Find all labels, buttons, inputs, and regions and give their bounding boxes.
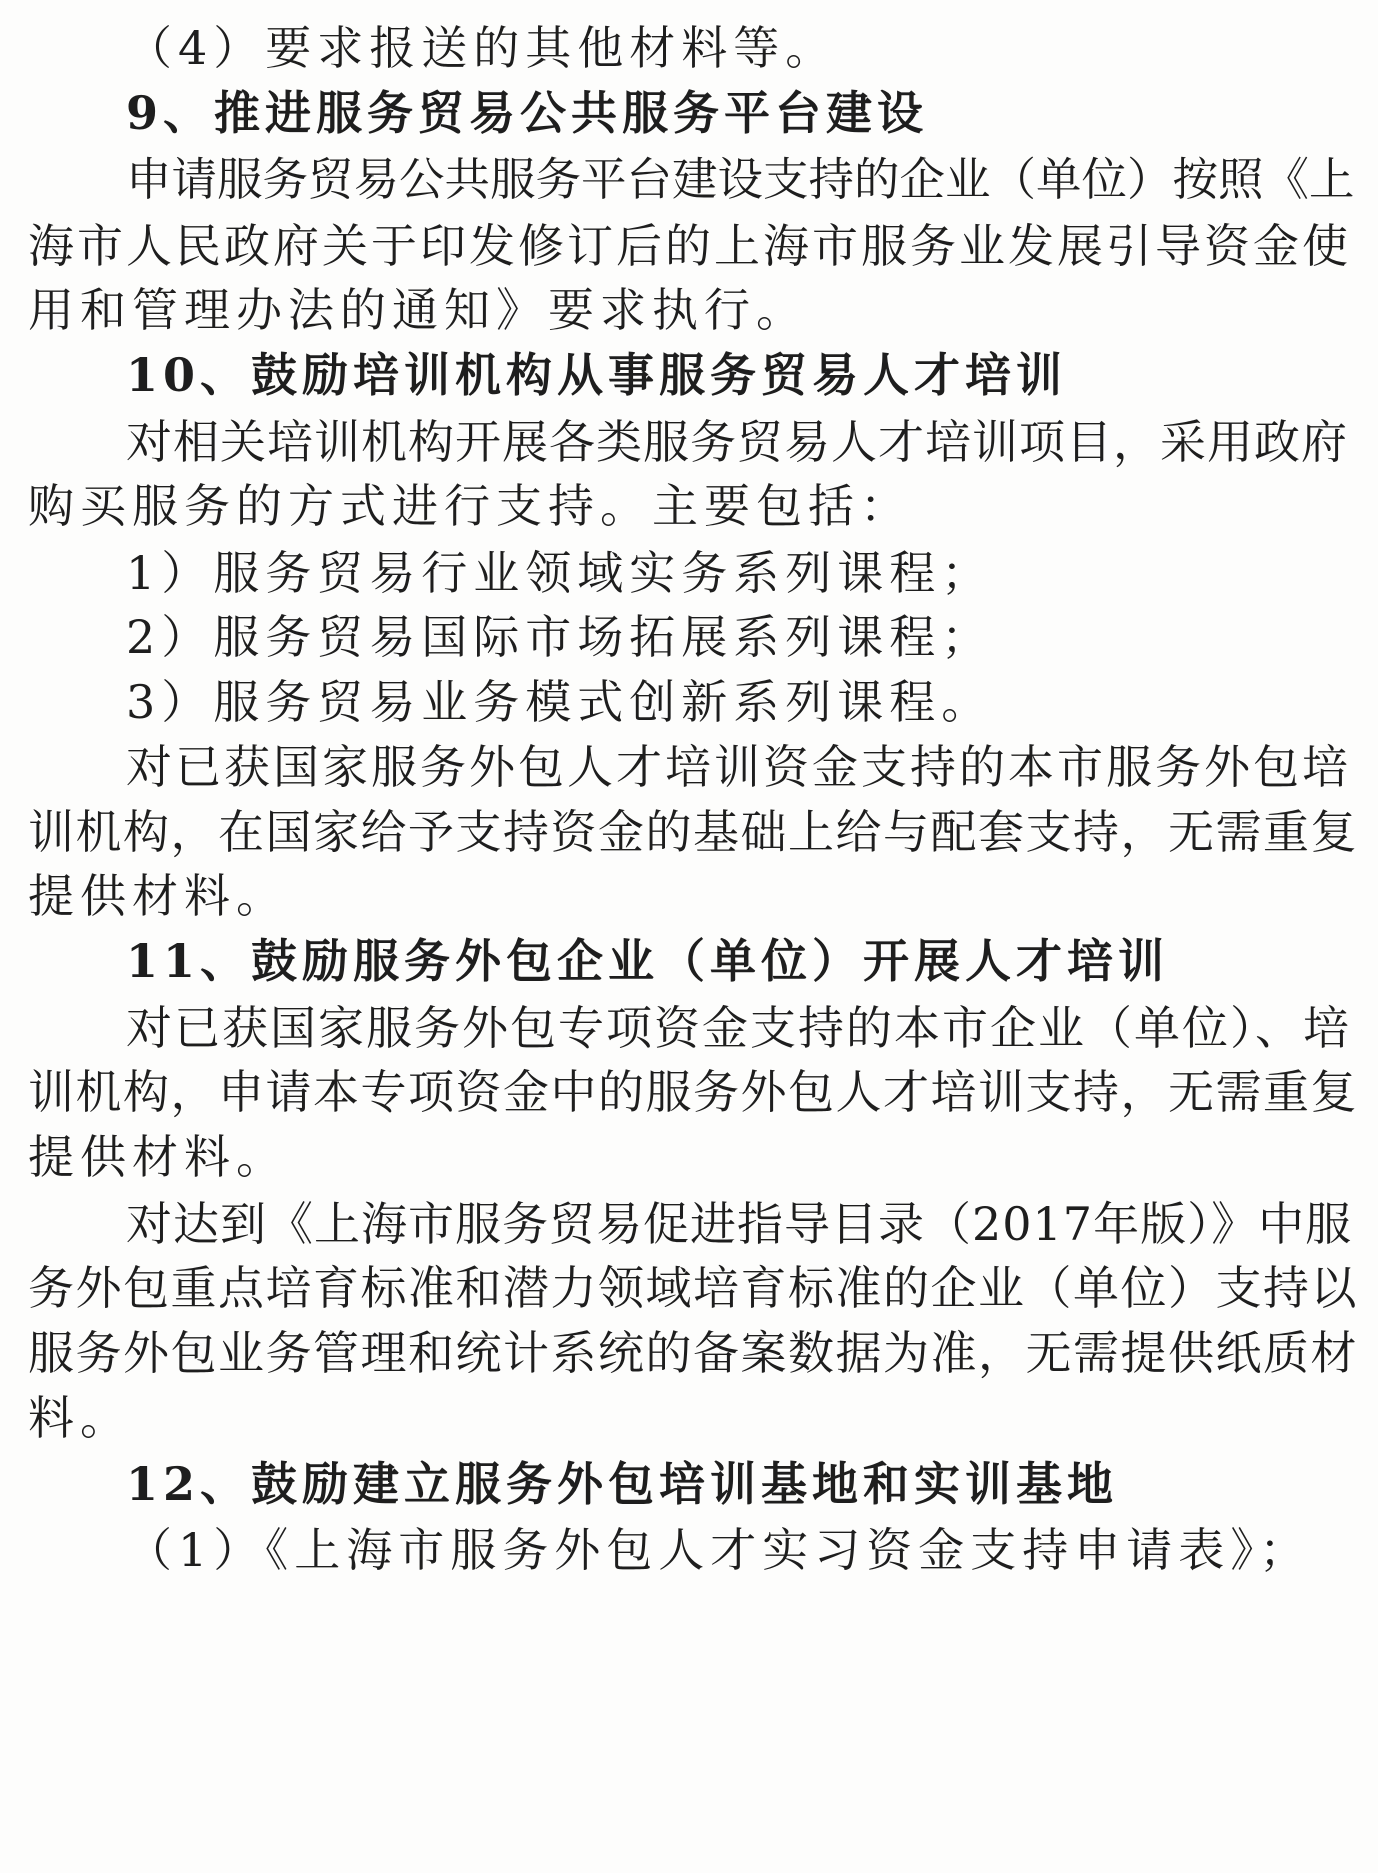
list-item: 1）服务贸易行业领域实务系列课程； xyxy=(126,546,994,600)
paragraph-line: 对达到《上海市服务贸易促进指导目录（2017年版）》中服 xyxy=(126,1197,1353,1251)
paragraph-line: 提供材料。 xyxy=(28,1130,288,1184)
paragraph-line: 用和管理办法的通知》要求执行。 xyxy=(28,283,808,337)
section-heading-9: 9、推进服务贸易公共服务平台建设 xyxy=(126,86,929,140)
paragraph-line: 料。 xyxy=(28,1391,132,1445)
list-item: 2）服务贸易国际市场拓展系列课程； xyxy=(126,610,994,664)
list-item: （1）《上海市服务外包人才实习资金支持申请表》； xyxy=(126,1523,1312,1577)
paragraph-line: 购买服务的方式进行支持。主要包括： xyxy=(28,479,912,533)
paragraph-line: 对已获国家服务外包人才培训资金支持的本市服务外包培 xyxy=(126,740,1351,794)
paragraph-line: 对相关培训机构开展各类服务贸易人才培训项目，采用政府 xyxy=(126,415,1348,469)
paragraph-line: 海市人民政府关于印发修订后的上海市服务业发展引导资金使 xyxy=(28,219,1351,273)
paragraph-line: 对已获国家服务外包专项资金支持的本市企业（单位）、培 xyxy=(126,1001,1351,1055)
paragraph-line: 务外包重点培育标准和潜力领域培育标准的企业（单位）支持以 xyxy=(28,1261,1358,1315)
section-heading-11: 11、鼓励服务外包企业（单位）开展人才培训 xyxy=(126,934,1170,988)
paragraph-line: 服务外包业务管理和统计系统的备案数据为准，无需提供纸质材 xyxy=(28,1326,1358,1380)
list-item: 3）服务贸易业务模式创新系列课程。 xyxy=(126,675,994,729)
section-heading-12: 12、鼓励建立服务外包培训基地和实训基地 xyxy=(126,1457,1119,1511)
section-heading-10: 10、鼓励培训机构从事服务贸易人才培训 xyxy=(126,348,1068,402)
paragraph-line: 训机构，申请本专项资金中的服务外包人才培训支持，无需重复 xyxy=(28,1065,1358,1119)
list-item: （4）要求报送的其他材料等。 xyxy=(126,21,838,75)
paragraph-line: 训机构，在国家给予支持资金的基础上给与配套支持，无需重复 xyxy=(28,805,1358,859)
paragraph-line: 申请服务贸易公共服务平台建设支持的企业（单位）按照《上 xyxy=(126,153,1355,206)
paragraph-line: 提供材料。 xyxy=(28,869,288,923)
